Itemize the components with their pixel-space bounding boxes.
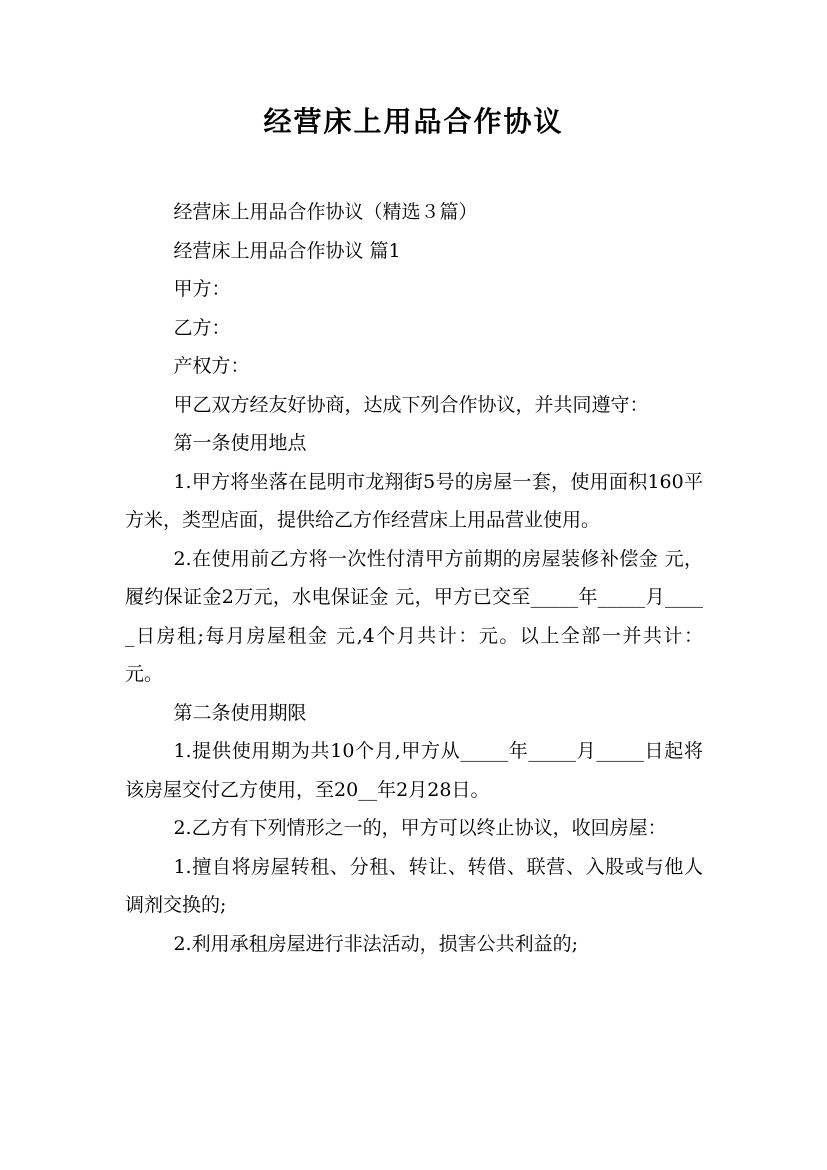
party-b-line: 乙方： [173, 316, 231, 339]
clause-paragraph: 1.提供使用期为共10个月,甲方从_____年_____月_____日起将该房屋交付乙方使用，至20__年2月28日。 [125, 740, 703, 801]
document-title: 经营床上用品合作协议 [263, 105, 564, 138]
document-body [125, 193, 703, 963]
clause-paragraph: 1.甲方将坐落在昆明市龙翔街5号的房屋一套，使用面积160平方米，类型店面，提供给乙方作经营床上用品营业使用。 [125, 470, 703, 531]
clause-paragraph: 2.乙方有下列情形之一的，甲方可以终止协议，收回房屋： [173, 817, 667, 839]
property-owner-line: 产权方： [173, 355, 250, 377]
article-heading: 第一条使用地点 [173, 432, 307, 454]
clause-paragraph: 2.利用承租房屋进行非法活动，损害公共利益的; [173, 932, 578, 955]
clause-paragraph: 1.擅自将房屋转租、分租、转让、转借、联营、入股或与他人调剂交换的; [125, 855, 703, 916]
party-a-line: 甲方： [173, 278, 231, 300]
article-heading: 第二条使用期限 [173, 701, 307, 724]
agreement-intro: 甲乙双方经友好协商，达成下列合作协议，并共同遵守： [173, 393, 649, 416]
section-heading: 经营床上用品合作协议 篇1 [173, 239, 401, 262]
subtitle-paragraph: 经营床上用品合作协议（精选３篇） [173, 201, 478, 223]
clause-paragraph: 2.在使用前乙方将一次性付清甲方前期的房屋装修补偿金 元，履约保证金2万元，水电保证金 元，甲方已交至_____年_____月_____日房租;每月房屋租金 元,4个月共计：元。以上全部一并共计： 元。 [125, 547, 703, 685]
